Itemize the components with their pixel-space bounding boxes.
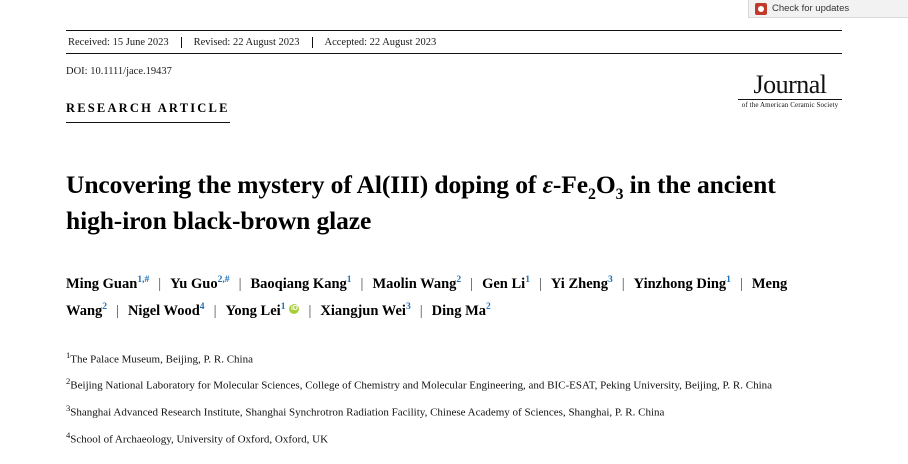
author-list [66, 272, 842, 325]
author-name: Xiangjun Wei [320, 303, 406, 319]
title-epsilon: ε [542, 170, 553, 199]
title-formula-prefix: -Fe [552, 170, 588, 199]
author-separator: | [538, 276, 542, 293]
orcid-icon[interactable] [289, 304, 299, 314]
author-name: Ming Guan [66, 276, 138, 293]
author-entry[interactable] [372, 276, 461, 292]
author-name: Nigel Wood [127, 303, 200, 319]
author-separator: | [419, 303, 423, 319]
author-name: Yi Zheng [550, 276, 608, 293]
author-separator: | [621, 276, 625, 293]
title-formula-mid: O [595, 170, 616, 199]
affiliation-text: School of Archaeology, University of Oxford, Oxford, UK [70, 433, 329, 446]
author-separator: | [470, 276, 474, 293]
article-history-bar [66, 30, 842, 54]
title-part-1: Uncovering the mystery of Al(III) doping of [66, 170, 543, 199]
author-name: Yinzhong Ding [633, 276, 727, 293]
author-separator: | [158, 276, 162, 293]
author-affiliation-marker: 4 [199, 301, 205, 313]
affiliation-marker: 4 [66, 429, 71, 440]
author-affiliation-marker: 2 [102, 301, 108, 313]
check-for-updates-badge[interactable] [748, 0, 908, 18]
author-entry[interactable] [551, 276, 613, 292]
affiliation-list [66, 349, 842, 448]
author-name: Gen Li [482, 276, 526, 293]
author-separator: | [360, 276, 364, 293]
doi-text[interactable]: DOI: 10.1111/jace.19437 [66, 66, 172, 77]
author-separator: | [116, 303, 119, 319]
revised-date: Revised: 22 August 2023 [193, 37, 300, 48]
author-entry[interactable] [170, 276, 229, 292]
author-affiliation-marker: 3 [405, 301, 411, 313]
title-formula-sub-1: 2 [588, 186, 596, 204]
affiliation-item [66, 429, 838, 449]
author-name: Meng Wang [66, 276, 788, 319]
author-separator: | [739, 276, 743, 293]
author-entry[interactable] [250, 276, 351, 292]
journal-logo-word: Journal [753, 70, 827, 99]
journal-logo [738, 72, 842, 109]
accepted-date: Accepted: 22 August 2023 [324, 37, 437, 48]
affiliation-marker: 2 [66, 376, 71, 387]
affiliation-marker: 1 [66, 349, 71, 360]
author-entry[interactable] [66, 276, 149, 292]
author-affiliation-marker: 1 [525, 274, 530, 286]
affiliation-item [66, 349, 838, 369]
author-affiliation-marker: 2 [456, 274, 462, 286]
check-for-updates-label: Check for updates [772, 3, 850, 14]
affiliation-text: Shanghai Advanced Research Institute, Shanghai Synchrotron Radiation Facility, Chinese Academy of Sciences, Shanghai, P. R. China [70, 406, 665, 419]
journal-logo-subtitle: of the American Ceramic Society [741, 101, 839, 109]
affiliation-text: Beijing National Laboratory for Molecular Sciences, College of Chemistry and Molecular Engineering, and BIC-ESAT, Peking University, Beijing, P. R. China [70, 380, 773, 393]
author-separator: | [238, 276, 242, 293]
article-type-label: RESEARCH ARTICLE [66, 101, 230, 123]
author-name: Baoqiang Kang [250, 276, 347, 293]
author-entry[interactable] [320, 303, 410, 319]
author-affiliation-marker: 1 [280, 301, 286, 313]
author-separator: | [213, 303, 217, 319]
title-formula-sub-2: 3 [615, 186, 624, 204]
author-affiliation-marker: 2 [486, 301, 491, 313]
author-affiliation-marker: 2,# [217, 274, 230, 286]
affiliation-text: The Palace Museum, Beijing, P. R. China [70, 353, 253, 366]
author-affiliation-marker: 1 [726, 274, 731, 286]
author-name: Yong Lei [225, 303, 281, 319]
page-title [66, 169, 822, 238]
affiliation-item [66, 402, 838, 422]
article-header [66, 30, 842, 455]
author-entry[interactable] [432, 303, 491, 319]
author-name: Maolin Wang [372, 276, 457, 293]
author-name: Ding Ma [431, 303, 486, 319]
author-entry[interactable] [225, 303, 299, 319]
author-entry[interactable] [128, 303, 205, 319]
author-affiliation-marker: 1 [346, 274, 352, 286]
author-affiliation-marker: 1,# [137, 274, 150, 286]
title-part-2: in the ancient high-iron black-brown glaze [66, 170, 776, 236]
author-affiliation-marker: 3 [607, 274, 613, 286]
author-entry[interactable] [634, 276, 731, 292]
author-separator: | [308, 303, 312, 319]
received-date: Received: 15 June 2023 [68, 37, 169, 48]
author-name: Yu Guo [170, 276, 218, 293]
affiliation-item [66, 375, 838, 395]
author-entry[interactable] [482, 276, 530, 292]
affiliation-marker: 3 [66, 402, 71, 413]
journal-logo-rule [738, 99, 842, 100]
crossmark-icon [755, 3, 767, 15]
